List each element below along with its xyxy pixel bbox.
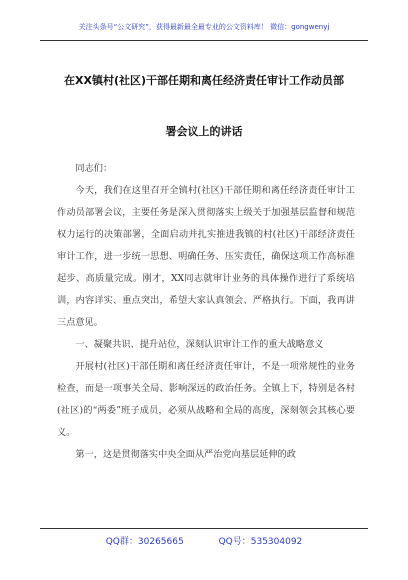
body-paragraph: 今天，我们在这里召开全镇村(社区)干部任期和离任经济责任审计工作动员部署会议，主要任务是深入贯彻落实上级关于加强基层监督和规范权力运行的决策部署，全面启动并扎实推进我镇的村(社区)干部经济责任审计工作，进一步统一思想、明确任务、压实责任，确保这项工作高标准起步、高质量完成。刚才，XX同志就审计业务的具体操作进行了系统培训，内容详实、重点突出，希望大家认真领会、严格执行。下面，我再讲三点意见。	[57, 185, 355, 328]
section-heading: 一、凝聚共识、提升站位，深刻认识审计工作的重大战略意义	[75, 339, 324, 350]
qq-number-text: QQ号：535304092	[218, 537, 303, 547]
body-paragraph: 第一，这是贯彻落实中央全面从严治党向基层延伸的政	[75, 449, 296, 460]
page-header: 关注头条号“公文研究”，获得最新最全最专业的公文资料库！ 微信：gongwenyj	[78, 23, 330, 31]
footer-divider	[40, 528, 368, 529]
page-footer	[0, 534, 408, 547]
header-divider	[40, 40, 368, 41]
document-title-line-2: 署会议上的讲话	[165, 125, 243, 138]
qq-group-text: QQ群：30265665	[105, 537, 184, 547]
document-body	[57, 158, 355, 466]
body-paragraph: 开展村(社区)干部任期和离任经济责任审计，不是一项常规性的业务检查，而是一项事关全局、影响深远的政治任务。全镇上下，特别是各村(社区)的“两委”班子成员，必须从战略和全局的高度，深刻领会其核心要义。	[57, 361, 355, 438]
salutation: 同志们：	[75, 163, 113, 174]
document-title-line-1: 在XX镇村(社区)干部任期和离任经济责任审计工作动员部	[63, 74, 344, 87]
